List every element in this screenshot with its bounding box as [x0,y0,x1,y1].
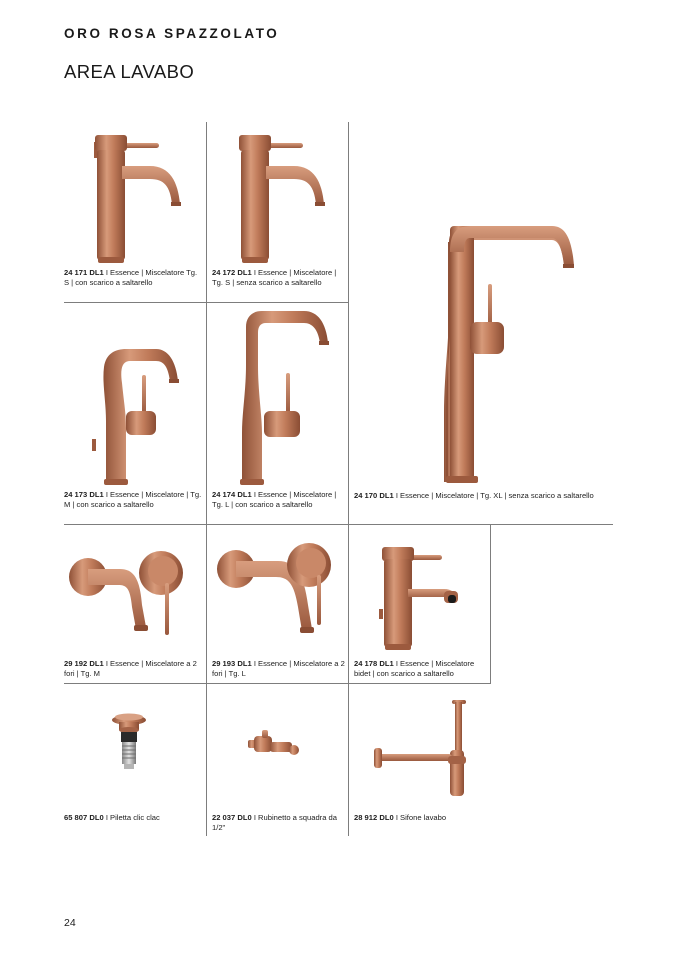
product-description: I Essence | Miscelatore | Tg. M | con scarico a saltarello [64,490,202,509]
product-card [348,525,490,683]
grid-divider [490,524,491,684]
product-code: 24 170 DL1 [354,491,394,500]
product-description: I Rubinetto a squadra da 1/2" [212,813,337,832]
page-number: 24 [64,917,76,929]
product-description: I Essence | Miscelatore | Tg. L | con scarico a saltarello [212,490,337,509]
basin-mixer-s-icon [64,122,206,267]
product-code: 29 192 DL1 [64,659,104,668]
product-code: 24 171 DL1 [64,268,104,277]
wall-mixer-icon [206,525,348,655]
basin-mixer-xl-icon [348,122,620,487]
product-description: I Sifone lavabo [395,813,447,822]
siphon-icon [348,684,490,809]
product-description: I Essence | Miscelatore bidet | con scarico a saltarello [354,659,475,678]
product-description: I Essence | Miscelatore | Tg. XL | senza scarico a saltarello [395,491,594,500]
bidet-mixer-icon [348,525,490,655]
product-card [206,525,348,683]
product-code: 24 178 DL1 [354,659,394,668]
waste-valve-icon [64,684,206,809]
product-code: 28 912 DL0 [354,813,394,822]
product-code: 29 193 DL1 [212,659,252,668]
page-title: AREA LAVABO [64,61,195,82]
product-code: 24 172 DL1 [212,268,252,277]
product-card [64,684,206,836]
product-description: I Essence | Miscelatore Tg. S | con scarico a saltarello [64,268,198,287]
angle-valve-icon [206,684,348,809]
section-kicker: ORO ROSA SPAZZOLATO [64,26,280,41]
product-card [206,303,348,524]
basin-mixer-m-icon [64,303,206,488]
product-card [64,303,206,524]
basin-mixer-l-icon [206,303,348,488]
product-code: 22 037 DL0 [212,813,252,822]
wall-mixer-icon [64,525,206,655]
product-description: I Essence | Miscelatore a 2 fori | Tg. M [64,659,197,678]
product-card [348,684,490,836]
product-card [206,684,348,836]
product-card [64,525,206,683]
product-description: I Piletta clic clac [105,813,160,822]
product-card [206,122,348,302]
product-code: 65 807 DL0 [64,813,104,822]
product-description: I Essence | Miscelatore | Tg. S | senza scarico a saltarello [212,268,337,287]
product-code: 24 173 DL1 [64,490,104,499]
basin-mixer-s-icon [206,122,348,267]
product-card [64,122,206,302]
product-description: I Essence | Miscelatore a 2 fori | Tg. L [212,659,345,678]
product-card [348,122,620,524]
product-code: 24 174 DL1 [212,490,252,499]
